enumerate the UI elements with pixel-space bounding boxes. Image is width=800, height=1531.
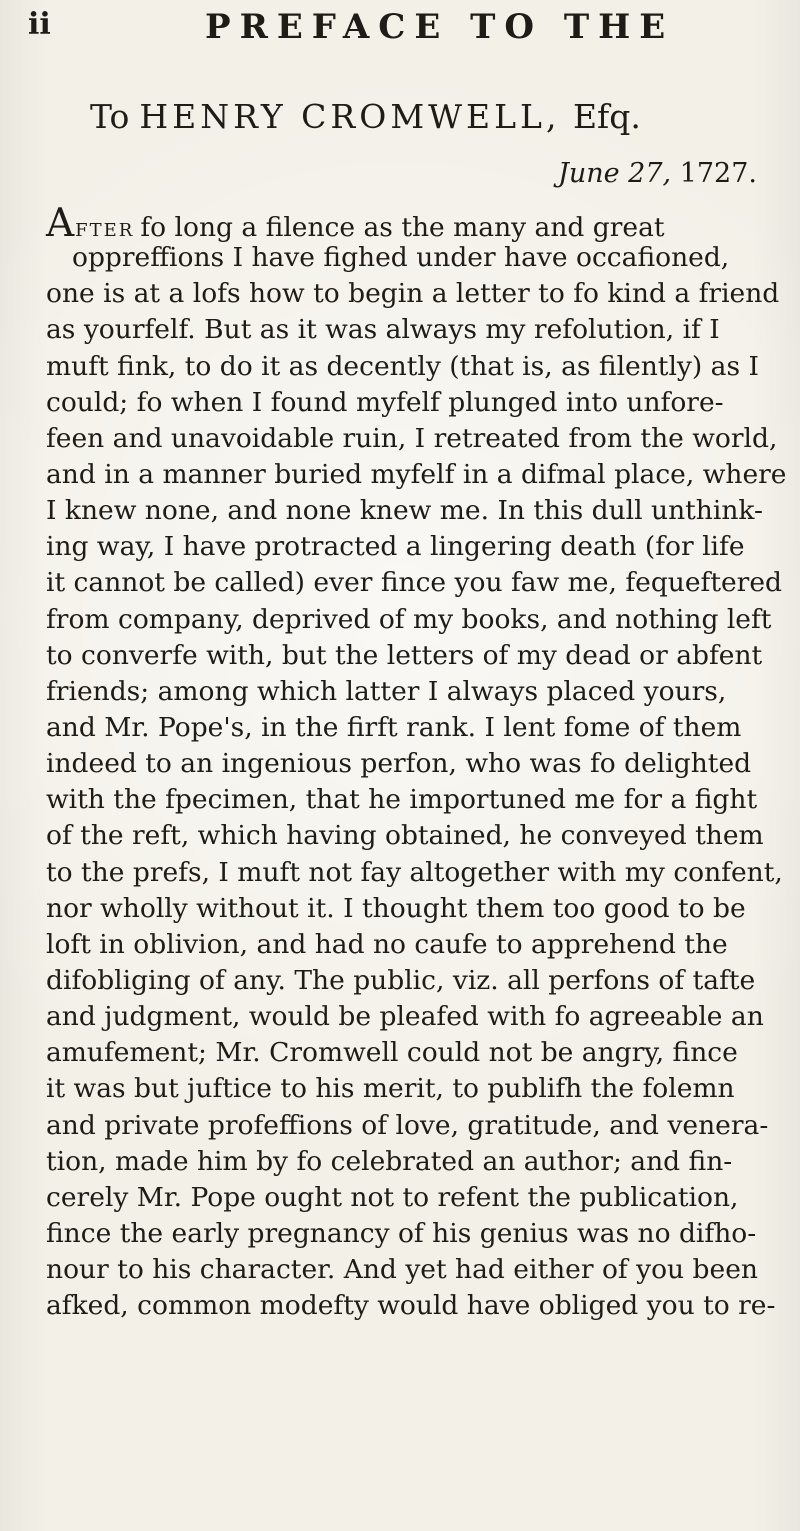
text-line: tion, made him by fo celebrated an author; and fin- <box>46 1145 733 1177</box>
text-line: feen and unavoidable ruin, I retreated from the world, <box>46 422 778 454</box>
letter-title-esq: Efq. <box>572 97 641 136</box>
text-line: of the reft, which having obtained, he conveyed them <box>46 820 764 852</box>
text-line: nor wholly without it. I thought them too good to be <box>46 892 746 924</box>
text-line: from company, deprived of my books, and nothing left <box>46 603 772 635</box>
text-line: with the fpecimen, that he importuned me for a fight <box>46 784 758 816</box>
letter-date <box>558 160 757 187</box>
page-number: ii <box>28 7 51 42</box>
letter-title-to: To <box>90 97 130 136</box>
text-line: could; fo when I found myfelf plunged into unfore- <box>46 386 724 418</box>
opening-smallcaps: FTER <box>75 220 135 241</box>
text-line: as yourfelf. But as it was always my refolution, if I <box>46 314 720 346</box>
text-line: and Mr. Pope's, in the firft rank. I lent fome of them <box>46 711 742 743</box>
running-title: PREFACE TO THE <box>205 7 675 47</box>
letter-date-year: 1727. <box>679 158 757 189</box>
text-line: loft in oblivion, and had no caufe to apprehend the <box>46 928 728 960</box>
text-line: to the prefs, I muft not fay altogether with my confent, <box>46 856 783 888</box>
text-line: it was but juftice to his merit, to publifh the folemn <box>46 1073 735 1105</box>
text-line: and private profeffions of love, gratitude, and venera- <box>46 1109 769 1141</box>
text-line: friends; among which latter I always placed yours, <box>46 675 727 707</box>
text-line: and in a manner buried myfelf in a difmal place, where <box>46 458 787 490</box>
text-line: difobliging of any. The public, viz. all perfons of tafte <box>46 964 756 996</box>
text-line: nour to his character. And yet had either of you been <box>46 1254 758 1286</box>
text-line: oppreffions I have fighed under have occafioned, <box>72 242 730 274</box>
text-line: cerely Mr. Pope ought not to refent the publication, <box>46 1181 739 1213</box>
running-head <box>28 6 728 62</box>
text-line: fince the early pregnancy of his genius was no difho- <box>46 1217 757 1249</box>
text-line: indeed to an ingenious perfon, who was fo delighted <box>46 748 752 780</box>
letter-body <box>46 201 787 1324</box>
text-line <box>46 201 766 246</box>
text-line: one is at a lofs how to begin a letter to fo kind a friend <box>46 278 780 310</box>
letter-title-name: HENRY CROMWELL, <box>139 97 561 136</box>
text-line: afked, common modefty would have obliged you to re- <box>46 1290 776 1322</box>
text-line: ing way, I have protracted a lingering death (for life <box>46 531 745 563</box>
text-line: muft fink, to do it as decently (that is, as filently) as I <box>46 350 759 382</box>
letter-title <box>90 97 770 136</box>
text-line-content: fo long a filence as the many and great <box>140 212 665 243</box>
opening-initial: A <box>46 201 75 246</box>
text-line: to converfe with, but the letters of my dead or abfent <box>46 639 763 671</box>
text-line: amufement; Mr. Cromwell could not be angry, fince <box>46 1037 738 1069</box>
text-line: I knew none, and none knew me. In this dull unthink- <box>46 495 763 527</box>
letter-date-month-day: June 27, <box>558 158 672 189</box>
text-line: and judgment, would be pleafed with fo agreeable an <box>46 1001 764 1033</box>
text-line: it cannot be called) ever fince you faw me, fequeftered <box>46 567 782 599</box>
